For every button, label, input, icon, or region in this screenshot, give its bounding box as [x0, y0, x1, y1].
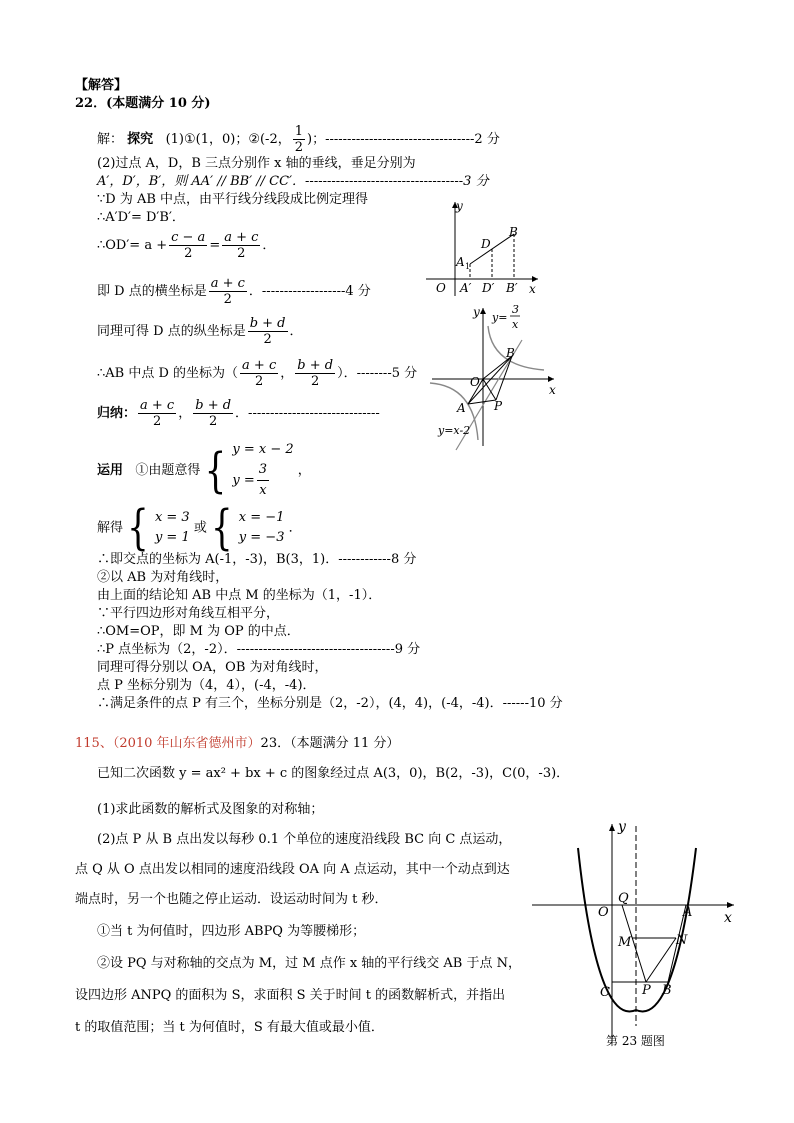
fraction: $\frac{b + d}{2}$ [297, 358, 334, 389]
question-line-6: ①当 t 为何值时，四边形 ABPQ 为等腰梯形； [97, 924, 366, 939]
fig1-point-d: D [481, 237, 491, 251]
fig3-y-label: y [618, 819, 626, 835]
problem-meta: 23．（本题满分 11 分） [260, 736, 400, 751]
fig3-point-m: M [618, 935, 632, 950]
answer-label: 【解答】 [75, 78, 128, 93]
text-run: ．------------------------------ [235, 406, 380, 421]
solution-line-18: ∴P 点坐标为（2，-2）．------------------------------------9 分 [97, 642, 421, 657]
solution-line-16: ∵平行四边形对角线互相平分， [97, 606, 280, 621]
text-run: ， [280, 366, 294, 381]
fraction: $\frac{a + c}{2}$ [210, 276, 245, 307]
text-run: ． [262, 238, 276, 253]
problem-22-title: 22．(本题满分 10 分) [75, 96, 211, 111]
text-run: ∴OD′= a + [97, 238, 168, 253]
fig2-hyperbola-num: 3 [512, 303, 519, 316]
solution-line-8 [97, 316, 303, 347]
text-run: ． [288, 520, 302, 536]
text-run: ， [297, 463, 311, 478]
question-line-1: 已知二次函数 y = ax² + bx + c 的图象经过点 A(3，0)，B(2，-3)，C(0，-3)． [97, 766, 570, 781]
solution-line-5: ∴A′D′= D′B′． [97, 210, 185, 225]
text-run: = [209, 238, 221, 253]
fraction: $\frac{a + c}{2}$ [224, 230, 259, 261]
fig3-point-q: Q [618, 891, 629, 906]
explore-label: 探究 [127, 132, 154, 147]
solution-line-3: A′，D′，B′，则 AA′ // BB′ // CC′．------------------------------------3 分 [97, 174, 489, 189]
brace: { [127, 500, 149, 556]
fig1-point-a-prime: A′ [460, 281, 472, 295]
problem-number: 115、 [75, 736, 113, 751]
fig2-hyperbola-eq: y= [492, 311, 508, 324]
solution-line-9 [97, 358, 417, 389]
fraction: $\frac{b + d}{2}$ [249, 316, 286, 347]
question-line-7: ②设 PQ 与对称轴的交点为 M，过 M 点作 x 轴的平行线交 AB 于点 N， [97, 956, 521, 971]
solution-line-14: ②以 AB 为对角线时， [97, 570, 229, 585]
text-run: ， [178, 406, 192, 421]
solution-line-1 [97, 124, 500, 155]
fig1-x-label: x [529, 282, 536, 296]
question-line-9: t 的取值范围；当 t 为何值时，S 有最大值或最小值． [75, 1020, 384, 1035]
solution-line-15: 由上面的结论知 AB 中点 M 的坐标为（1，-1）． [97, 588, 382, 603]
fig1-point-d-prime: D′ [482, 281, 495, 295]
fig1-point-a1: A [456, 255, 465, 269]
apply-label: 运用 [97, 463, 124, 478]
solution-line-4: ∵D 为 AB 中点，由平行线分线段成比例定理得 [97, 192, 369, 207]
text-run: 即 D 点的横坐标是 [97, 284, 207, 299]
problem-source: （2010 年山东省德州市） [112, 736, 261, 751]
figure-parabola [528, 818, 748, 1054]
question-line-2: (1)求此函数的解析式及图象的对称轴； [97, 802, 324, 817]
question-line-5: 端点时，另一个也随之停止运动．设运动时间为 t 秒． [75, 892, 388, 907]
question-line-4: 点 Q 从 O 点出发以相同的速度沿线段 OA 向 A 点运动，其中一个动点到达 [75, 862, 510, 877]
text-run: 或 [193, 520, 207, 536]
fig3-x-label: x [724, 910, 732, 926]
solution-system-2: x = −1 y = −3 [238, 510, 285, 545]
text-run: ①由题意得 [135, 463, 201, 478]
solution-line-7 [97, 276, 371, 307]
fraction: $\frac{c - a}{2}$ [171, 230, 206, 261]
fig2-line-eq: y=x-2 [438, 424, 471, 437]
summary-label: 归纳： [97, 406, 137, 421]
fig3-point-n: N [676, 933, 688, 948]
fig2-x-label: x [549, 383, 556, 397]
fig3-point-c: C [600, 985, 610, 1000]
fig1-origin-label: O [436, 281, 446, 295]
question-line-8: 设四边形 ANPQ 的面积为 S，求面积 S 关于时间 t 的函数解析式，并指出 [75, 988, 506, 1003]
solution-line-19: 同理可得分别以 OA，OB 为对角线时， [97, 660, 328, 675]
solution-line-20: 点 P 坐标分别为（4，4），(-4，-4)． [97, 678, 316, 693]
text-run: ． [289, 324, 303, 339]
text-run: )；----------------------------------2 分 [307, 132, 500, 147]
fig2-y-label: y [473, 305, 480, 319]
equation-system: y = x − 2 y = $\frac{3}{x}$ [232, 442, 294, 498]
solution-line-17: ∴OM=OP，即 M 为 OP 的中点． [97, 624, 300, 639]
fraction: $\frac{a + c}{2}$ [242, 358, 277, 389]
text-run: ．-------------------4 分 [248, 284, 371, 299]
fig2-point-b: B [506, 346, 515, 360]
fig1-y-label: y [456, 199, 463, 213]
fraction: $\frac{a + c}{2}$ [140, 398, 175, 429]
text-run: 同理可得 D 点的纵坐标是 [97, 324, 246, 339]
text-run: ∴AB 中点 D 的坐标为（ [97, 366, 239, 381]
text-run: ）．--------5 分 [337, 366, 418, 381]
problem-115-heading [75, 736, 399, 752]
text-run: 解得 [97, 520, 124, 536]
solution-line-10 [97, 398, 380, 429]
solution-system-1: x = 3 y = 1 [154, 510, 190, 545]
fraction: $\frac{1}{2}$ [294, 124, 304, 155]
fig3-caption: 第 23 题图 [606, 1034, 665, 1048]
brace: { [204, 442, 227, 499]
fig2-point-p: P [494, 399, 503, 413]
fig3-point-p: P [642, 983, 651, 998]
solution-line-11 [97, 440, 311, 501]
fig2-origin-label: O [470, 375, 480, 389]
question-line-3: (2)点 P 从 B 点出发以每秒 0.1 个单位的速度沿线段 BC 向 C 点运动， [97, 832, 512, 847]
fraction: $\frac{b + d}{2}$ [195, 398, 232, 429]
fig3-origin-label: O [598, 905, 609, 920]
solve-label: 解： [97, 132, 124, 147]
fig2-point-a: A [457, 401, 466, 415]
fig1-point-b: B [509, 225, 518, 239]
solution-line-13: ∴即交点的坐标为 A(-1，-3)，B(3，1)．------------8 分 [97, 552, 417, 567]
fig2-hyperbola-den: x [512, 318, 519, 331]
fig3-point-a: A [683, 905, 693, 920]
figure-midpoint [418, 196, 548, 298]
solution-line-12 [97, 500, 302, 556]
solution-line-6 [97, 230, 275, 261]
fig1-point-b-prime: B′ [506, 281, 518, 295]
brace: { [211, 500, 233, 556]
fig1-point-a1-sub: 1 [465, 262, 471, 271]
text-run: (1)①(1，0)；②(-2， [165, 132, 291, 147]
figure-hyperbola [426, 300, 560, 452]
solution-line-21: ∴满足条件的点 P 有三个，坐标分别是（2，-2），(4，4)，(-4，-4)．------10 分 [97, 696, 563, 711]
fig3-point-b: B [662, 983, 672, 998]
solution-line-2: (2)过点 A，D，B 三点分别作 x 轴的垂线，垂足分别为 [97, 156, 416, 171]
